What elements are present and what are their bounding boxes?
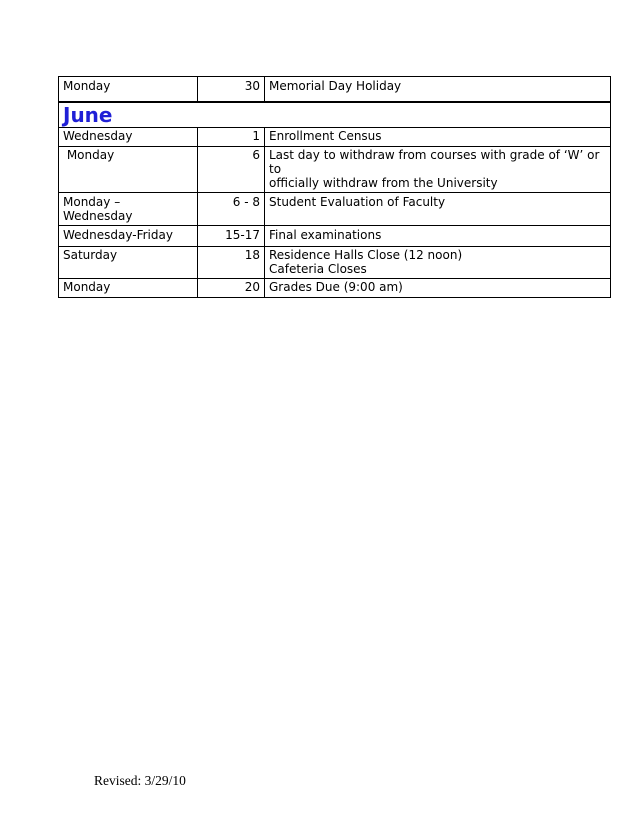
event-cell [265, 279, 611, 298]
event-line: Last day to withdraw from courses with grade of ‘W’ or to [269, 148, 600, 176]
table-row [59, 128, 611, 147]
day-cell: Saturday [59, 247, 198, 279]
day-cell: Monday – Wednesday [59, 193, 198, 226]
revised-date-footer: Revised: 3/29/10 [94, 773, 186, 788]
event-line: officially withdraw from the University [269, 176, 498, 190]
event-cell [265, 147, 611, 193]
date-cell: 30 [198, 77, 265, 103]
date-cell: 6 [198, 147, 265, 193]
table-row [59, 193, 611, 226]
table-row [59, 77, 611, 103]
event-line: Residence Halls Close (12 noon) [269, 248, 463, 262]
event-cell [265, 128, 611, 147]
event-cell [265, 226, 611, 247]
date-cell: 20 [198, 279, 265, 298]
day-cell: Monday [59, 279, 198, 298]
date-cell: 6 - 8 [198, 193, 265, 226]
day-cell: Wednesday-Friday [59, 226, 198, 247]
table-row [59, 279, 611, 298]
event-line: Final examinations [269, 228, 382, 242]
event-line: Grades Due (9:00 am) [269, 280, 403, 294]
table-row [59, 147, 611, 193]
event-line: Enrollment Census [269, 129, 382, 143]
month-header-row [59, 102, 611, 128]
event-cell: Memorial Day Holiday [265, 77, 611, 103]
date-cell: 18 [198, 247, 265, 279]
date-cell: 1 [198, 128, 265, 147]
day-cell: Monday [59, 147, 198, 193]
table-row [59, 247, 611, 279]
event-cell [265, 247, 611, 279]
event-cell [265, 193, 611, 226]
table-row [59, 226, 611, 247]
month-title: June [63, 103, 113, 127]
academic-calendar-table [58, 76, 611, 298]
day-cell: Wednesday [59, 128, 198, 147]
event-line: Cafeteria Closes [269, 262, 367, 276]
event-line: Student Evaluation of Faculty [269, 195, 446, 209]
day-cell: Monday [59, 77, 198, 103]
month-header-cell [59, 102, 611, 128]
date-cell: 15-17 [198, 226, 265, 247]
